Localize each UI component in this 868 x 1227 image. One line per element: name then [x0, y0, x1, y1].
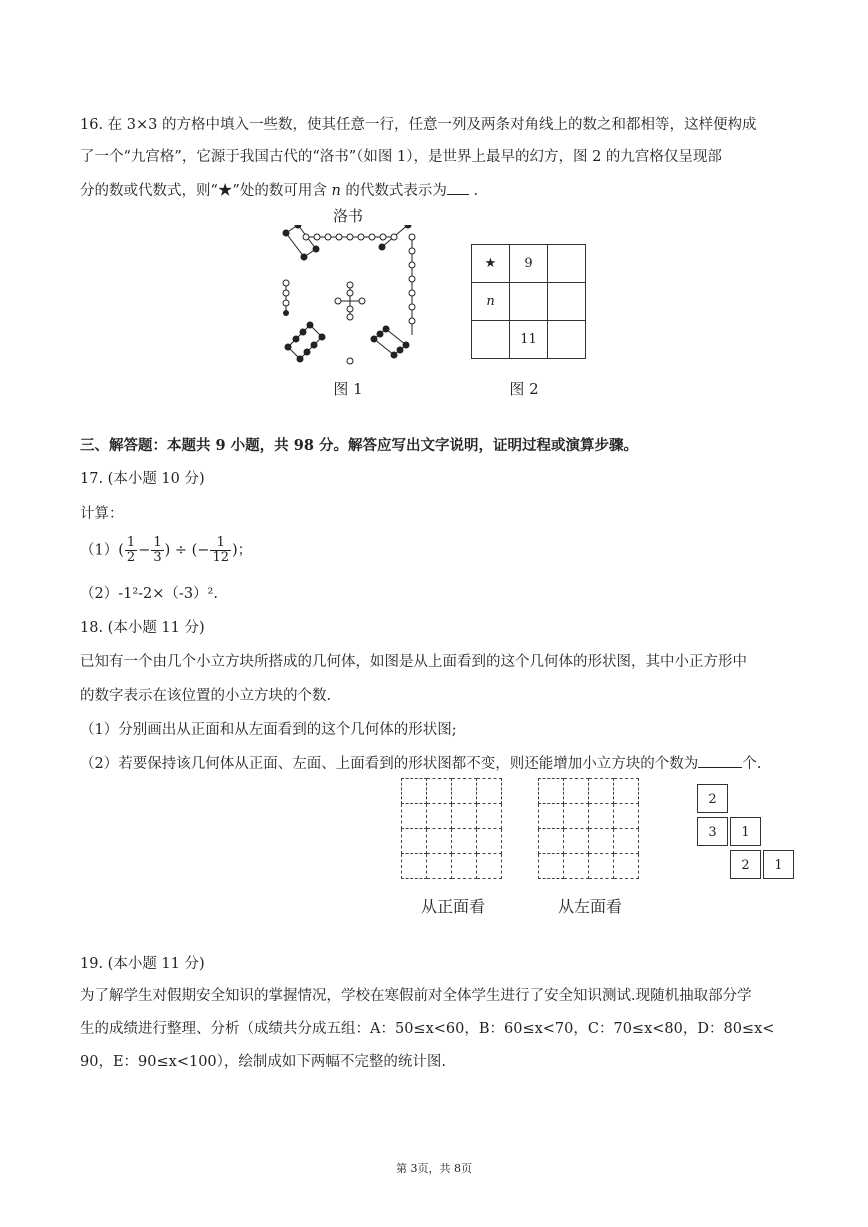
q17-p1-label: （1）: [80, 542, 119, 559]
fig2-caption: 图 2: [509, 380, 539, 398]
q16-answer-blank[interactable]: [447, 180, 469, 195]
grid-cell: [548, 283, 586, 321]
page-footer: 第 3页，共 8页: [396, 1162, 472, 1175]
q18-answer-blank[interactable]: [698, 753, 742, 768]
section-3-heading: 三、解答题：本题共 9 小题，共 98 分。解答应写出文字说明，证明过程或演算步骤。: [80, 437, 638, 454]
q18-p2-end: 个.: [742, 756, 762, 772]
luoshu-title: 洛书: [332, 207, 363, 225]
minus-sign: −: [138, 542, 151, 559]
q18-line-1: 已知有一个由几个小立方块所搭成的几何体，如图是从上面看到的这个几何体的形状图，其中小正方形中: [80, 654, 747, 670]
fraction-1-12: $\frac{1}{12}$: [212, 535, 230, 565]
grid-cell: 11: [510, 321, 548, 359]
fig1-caption: 图 1: [333, 380, 363, 398]
top-view-cell: 2: [730, 850, 761, 879]
left-view-grid[interactable]: [538, 778, 639, 879]
front-view-grid[interactable]: [401, 778, 502, 879]
q19-line-3: 90，E：90≤x<100），绘制成如下两幅不完整的统计图.: [80, 1054, 446, 1070]
paren-close: )；: [232, 542, 253, 559]
luoshu-figure: [270, 225, 430, 370]
q17-intro: 计算：: [80, 506, 124, 522]
paren-open: (: [118, 542, 124, 559]
grid-cell: ★: [472, 245, 510, 283]
q18-p2-text: （2）若要保持该几何体从正面、左面、上面看到的形状图都不变，则还能增加小立方块的个数为: [80, 756, 699, 772]
q19-header: 19. (本小题 11 分): [80, 956, 205, 972]
q16-line-3: [80, 179, 478, 200]
front-view-caption: 从正面看: [420, 897, 485, 916]
q16-line-2: 了一个“九宫格”，它源于我国古代的“洛书”（如图 1），是世界上最早的幻方，图 2 的九宫格仅呈现部: [80, 149, 722, 165]
top-view-cell: 1: [730, 817, 761, 846]
q18-line-2: 的数字表示在该位置的小立方块的个数.: [80, 688, 332, 704]
fraction-1-2: $\frac{1}{2}$: [126, 535, 136, 565]
q16-text-end: .: [473, 183, 479, 199]
grid-cell: 9: [510, 245, 548, 283]
q18-part-1: （1）分别画出从正面和从左面看到的这个几何体的形状图;: [80, 722, 457, 738]
q18-header: 18. (本小题 11 分): [80, 620, 205, 636]
left-view-caption: 从左面看: [557, 897, 622, 916]
q16-text-b: 的代数式表示为: [345, 183, 447, 199]
q18-part-2: [80, 752, 761, 773]
q19-line-2: 生的成绩进行整理、分析（成绩共分成五组：A：50≤x<60，B：60≤x<70，C：70≤x<80，D：80≤x<: [80, 1021, 775, 1037]
grid-cell: n: [472, 283, 510, 321]
q16-variable-n: n: [331, 183, 341, 199]
top-view-cell: 1: [763, 850, 794, 879]
top-view-cell: 2: [697, 784, 728, 813]
divide-sign: ) ÷ (−: [164, 542, 210, 559]
magic-square-grid: [471, 244, 586, 359]
q16-line-1: 16. 在 3×3 的方格中填入一些数，使其任意一行，任意一列及两条对角线上的数之和都相等，这样便构成: [80, 117, 757, 133]
q17-part-1: [80, 536, 252, 565]
q17-part-2: （2）-1²-2×（-3）².: [80, 586, 218, 602]
q19-line-1: 为了解学生对假期安全知识的掌握情况，学校在寒假前对全体学生进行了安全知识测试.现随机抽取部分学: [80, 988, 752, 1004]
grid-cell: [548, 245, 586, 283]
grid-cell: [472, 321, 510, 359]
grid-cell: [510, 283, 548, 321]
top-view-cell: 3: [697, 817, 728, 846]
grid-cell: [548, 321, 586, 359]
q17-header: 17. (本小题 10 分): [80, 471, 205, 487]
q16-text-a: 分的数或代数式，则“★”处的数可用含: [80, 183, 327, 199]
fraction-1-3: $\frac{1}{3}$: [153, 535, 162, 565]
